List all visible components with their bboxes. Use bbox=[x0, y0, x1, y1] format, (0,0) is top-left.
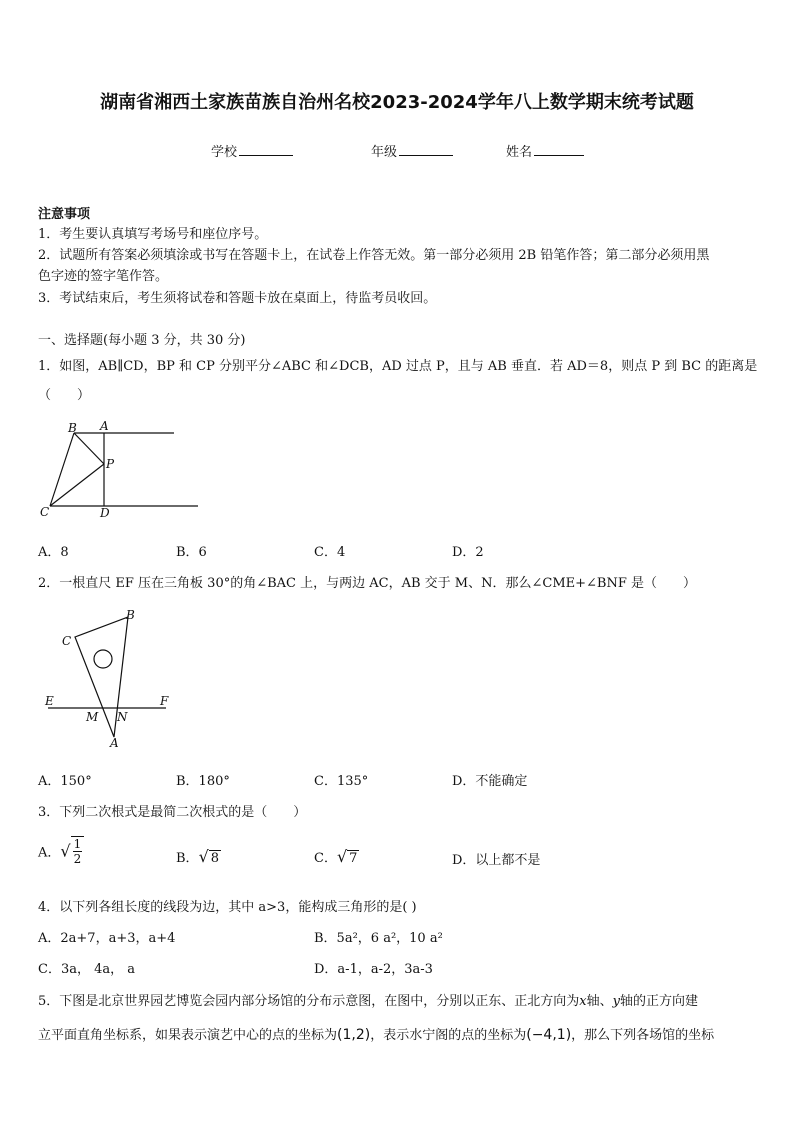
radicand: 8 bbox=[210, 851, 220, 866]
q2-option-b[interactable]: B．180° bbox=[176, 774, 230, 789]
q5-text: 轴的正方向建 bbox=[620, 994, 699, 1009]
label-b: B bbox=[126, 608, 135, 622]
q1-option-b[interactable]: B．6 bbox=[176, 545, 207, 560]
line-bp bbox=[74, 433, 104, 464]
q3-option-b[interactable] bbox=[176, 847, 221, 866]
label-a: A bbox=[110, 736, 119, 750]
coord-shuining-pavilion: (−4,1) bbox=[526, 1027, 572, 1043]
label-p: P bbox=[106, 457, 115, 471]
page-title: 湖南省湘西土家族苗族自治州名校2023-2024学年八上数学期末统考试题 bbox=[100, 92, 694, 113]
q3-option-c-label: C． bbox=[314, 851, 337, 866]
radicand: 7 bbox=[349, 851, 358, 866]
grade-field[interactable] bbox=[371, 141, 453, 160]
q4-option-a[interactable]: A．2a+7，a+3，a+4 bbox=[38, 931, 176, 946]
q5-stem-line2 bbox=[38, 1024, 714, 1043]
q5-stem-line1 bbox=[38, 990, 698, 1009]
q1-option-a[interactable]: A．8 bbox=[38, 545, 69, 560]
line-bc bbox=[50, 433, 74, 506]
q4-option-b[interactable]: B．5a²，6 a²，10 a² bbox=[314, 931, 443, 946]
q5-text: 立平面直角坐标系，如果表示演艺中心的点的坐标为 bbox=[38, 1028, 338, 1043]
label-b: B bbox=[68, 421, 77, 435]
q3-option-a-label: A． bbox=[38, 845, 61, 861]
name-label: 姓名 bbox=[506, 145, 533, 160]
label-e: E bbox=[45, 694, 54, 708]
q1-option-c[interactable]: C．4 bbox=[314, 545, 346, 560]
line-cp bbox=[50, 464, 104, 506]
section-heading: 一、选择题(每小题 3 分，共 30 分) bbox=[38, 333, 246, 348]
grade-label: 年级 bbox=[371, 145, 398, 160]
label-m: M bbox=[86, 710, 99, 724]
q3-stem: 3．下列二次根式是最简二次根式的是（ ） bbox=[38, 805, 307, 820]
note-item: 2．试题所有答案必须填涂或书写在答题卡上，在试卷上作答无效。第一部分必须用 2B 铅笔作答；第二部分必须用黑 bbox=[38, 248, 710, 263]
denominator: 2 bbox=[73, 852, 82, 866]
sqrt-icon: √ bbox=[60, 841, 71, 861]
sqrt-icon: √ bbox=[198, 847, 209, 866]
label-n: N bbox=[117, 710, 128, 724]
label-c: C bbox=[62, 634, 72, 648]
fraction bbox=[71, 836, 85, 866]
y-axis-var: y bbox=[612, 994, 620, 1009]
q3-option-d[interactable]: D．以上都不是 bbox=[452, 853, 541, 868]
school-field[interactable] bbox=[211, 141, 293, 160]
label-c: C bbox=[40, 505, 50, 519]
q1-figure bbox=[36, 418, 206, 522]
q3-option-a[interactable] bbox=[38, 836, 84, 866]
q1-stem: 1．如图，AB∥CD，BP 和 CP 分别平分∠ABC 和∠DCB，AD 过点 P，且与 AB 垂直．若 AD＝8，则点 P 到 BC 的距离是 bbox=[38, 359, 758, 374]
q5-text: 轴、 bbox=[586, 994, 613, 1009]
q4-option-d[interactable]: D．a-1，a-2，3a-3 bbox=[314, 962, 433, 977]
x-axis-var: x bbox=[579, 994, 587, 1009]
q2-option-a[interactable]: A．150° bbox=[38, 774, 92, 789]
q5-text: 5．下图是北京世界园艺博览会园内部分场馆的分布示意图，在图中，分别以正东、正北方向为 bbox=[38, 994, 580, 1009]
q3-option-b-label: B． bbox=[176, 851, 199, 866]
q5-text: ，那么下列各场馆的坐标 bbox=[571, 1028, 715, 1043]
note-item: 1．考生要认真填写考场号和座位序号。 bbox=[38, 227, 268, 242]
q2-stem: 2．一根直尺 EF 压在三角板 30°的角∠BAC 上，与两边 AC，AB 交于 M、N．那么∠CME+∠BNF 是（ ） bbox=[38, 576, 696, 591]
name-field[interactable] bbox=[506, 141, 584, 160]
notes-heading: 注意事项 bbox=[38, 207, 91, 222]
q4-option-c[interactable]: C．3a， 4a， a bbox=[38, 962, 136, 977]
numerator: 1 bbox=[73, 837, 82, 851]
label-a: A bbox=[100, 419, 109, 433]
q2-figure bbox=[40, 607, 180, 751]
label-f: F bbox=[160, 694, 169, 708]
q1-stem-paren: （ ） bbox=[38, 388, 91, 403]
note-item: 色字迹的签字笔作答。 bbox=[38, 269, 169, 284]
note-item: 3．考试结束后，考生须将试卷和答题卡放在桌面上，待监考员收回。 bbox=[38, 291, 437, 306]
q4-stem: 4．以下列各组长度的线段为边，其中 a>3，能构成三角形的是( ) bbox=[38, 900, 417, 915]
q3-option-c[interactable] bbox=[314, 847, 359, 866]
q5-text: ，表示水宁阁的点的坐标为 bbox=[370, 1028, 527, 1043]
coord-performance-center: (1,2) bbox=[337, 1027, 371, 1043]
q2-option-c[interactable]: C．135° bbox=[314, 774, 369, 789]
plate-hole bbox=[94, 650, 112, 668]
q1-option-d[interactable]: D．2 bbox=[452, 545, 484, 560]
q2-option-d[interactable]: D．不能确定 bbox=[452, 774, 528, 789]
label-d: D bbox=[100, 506, 110, 520]
school-label: 学校 bbox=[211, 145, 238, 160]
sqrt-icon: √ bbox=[336, 847, 348, 866]
